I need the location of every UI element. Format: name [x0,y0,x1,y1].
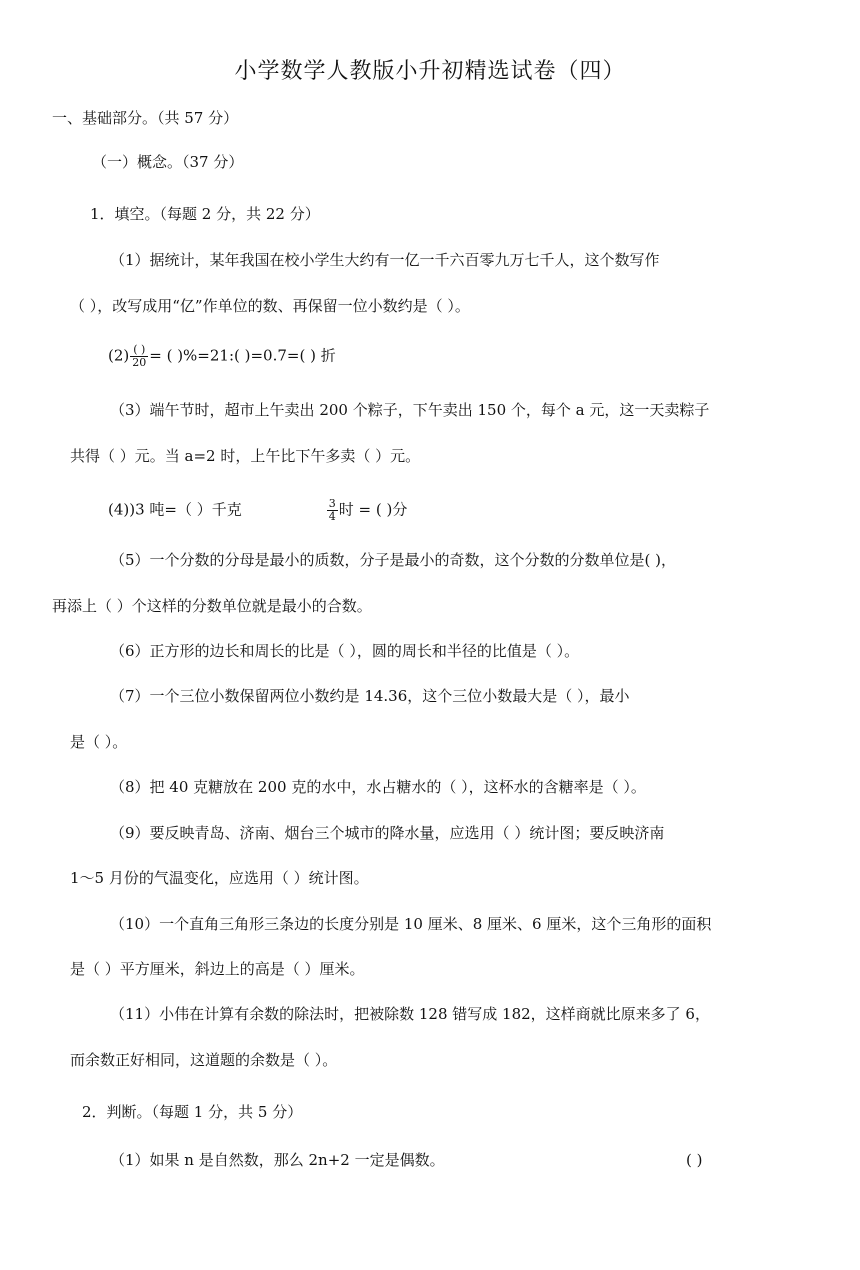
q1-9-line1: （9）要反映青岛、济南、烟台三个城市的降水量，应选用（ ）统计图；要反映济南 [110,824,665,842]
answer-parentheses: ( ) [686,1151,703,1169]
q1-5-line2: 再添上（ ）个这样的分数单位就是最小的合数。 [52,597,372,615]
q1-7-line1: （7）一个三位小数保留两位小数约是 14.36，这个三位小数最大是（ ），最小 [110,687,630,705]
fraction [130,344,148,369]
q1-5-line1: （5）一个分数的分母是最小的质数，分子是最小的奇数，这个分数的分数单位是( )， [110,551,677,569]
q1-1-line2: （ ），改写成用“亿”作单位的数、再保留一位小数约是（ ）。 [70,297,470,315]
q1-2 [108,344,336,369]
subsection-heading: （一）概念。（37 分） [92,153,244,171]
q1-3-line2: 共得（ ）元。当 a=2 时，上午比下午多卖（ ）元。 [70,447,421,465]
section-heading: 一、基础部分。（共 57 分） [52,109,239,127]
q1-9-line2: 1～5 月份的气温变化，应选用（ ）统计图。 [70,869,369,887]
q1-10-line1: （10）一个直角三角形三条边的长度分别是 10 厘米、8 厘米、6 厘米，这个三角形的面积 [110,915,712,933]
fraction [327,498,338,523]
q1-10-line2: 是（ ）平方厘米，斜边上的高是（ ）厘米。 [70,960,365,978]
q1-6: （6）正方形的边长和周长的比是（ ），圆的周长和半径的比值是（ ）。 [110,642,580,660]
page-title: 小学数学人教版小升初精选试卷（四） [234,59,626,84]
fraction-denominator: 4 [328,510,336,523]
q1-11-line2: 而余数正好相同，这道题的余数是（ ）。 [70,1051,338,1069]
q2-1: （1）如果 n 是自然数，那么 2n+2 一定是偶数。 [110,1151,445,1169]
question-2-heading: 2．判断。（每题 1 分，共 5 分） [82,1103,303,1121]
q1-3-line1: （3）端午节时，超市上午卖出 200 个粽子，下午卖出 150 个，每个 a 元，这一天卖粽子 [110,401,710,419]
fraction-numerator: 3 [328,497,336,510]
q1-11-line1: （11）小伟在计算有余数的除法时，把被除数 128 错写成 182，这样商就比原来多了 6， [110,1005,710,1023]
question-1-heading: 1．填空。（每题 2 分，共 22 分） [90,205,320,223]
q1-4-part2: 时 = ( )分 [338,500,408,519]
fraction-numerator: ( ) [130,344,148,357]
q1-1-line1: （1）据统计，某年我国在校小学生大约有一亿一千六百零九万七千人，这个数写作 [110,251,660,269]
q1-7-line2: 是（ ）。 [70,733,128,751]
q1-4 [108,498,407,523]
q1-8: （8）把 40 克糖放在 200 克的水中，水占糖水的（ ），这杯水的含糖率是（ ）。 [110,778,646,796]
q1-4-part1: (4))3 吨=（ ）千克 [108,500,242,519]
q1-2-rest: = ( )%=21:( )=0.7=( ) 折 [149,346,336,365]
q1-2-prefix: (2) [108,346,130,365]
fraction-denominator: 20 [132,356,147,369]
